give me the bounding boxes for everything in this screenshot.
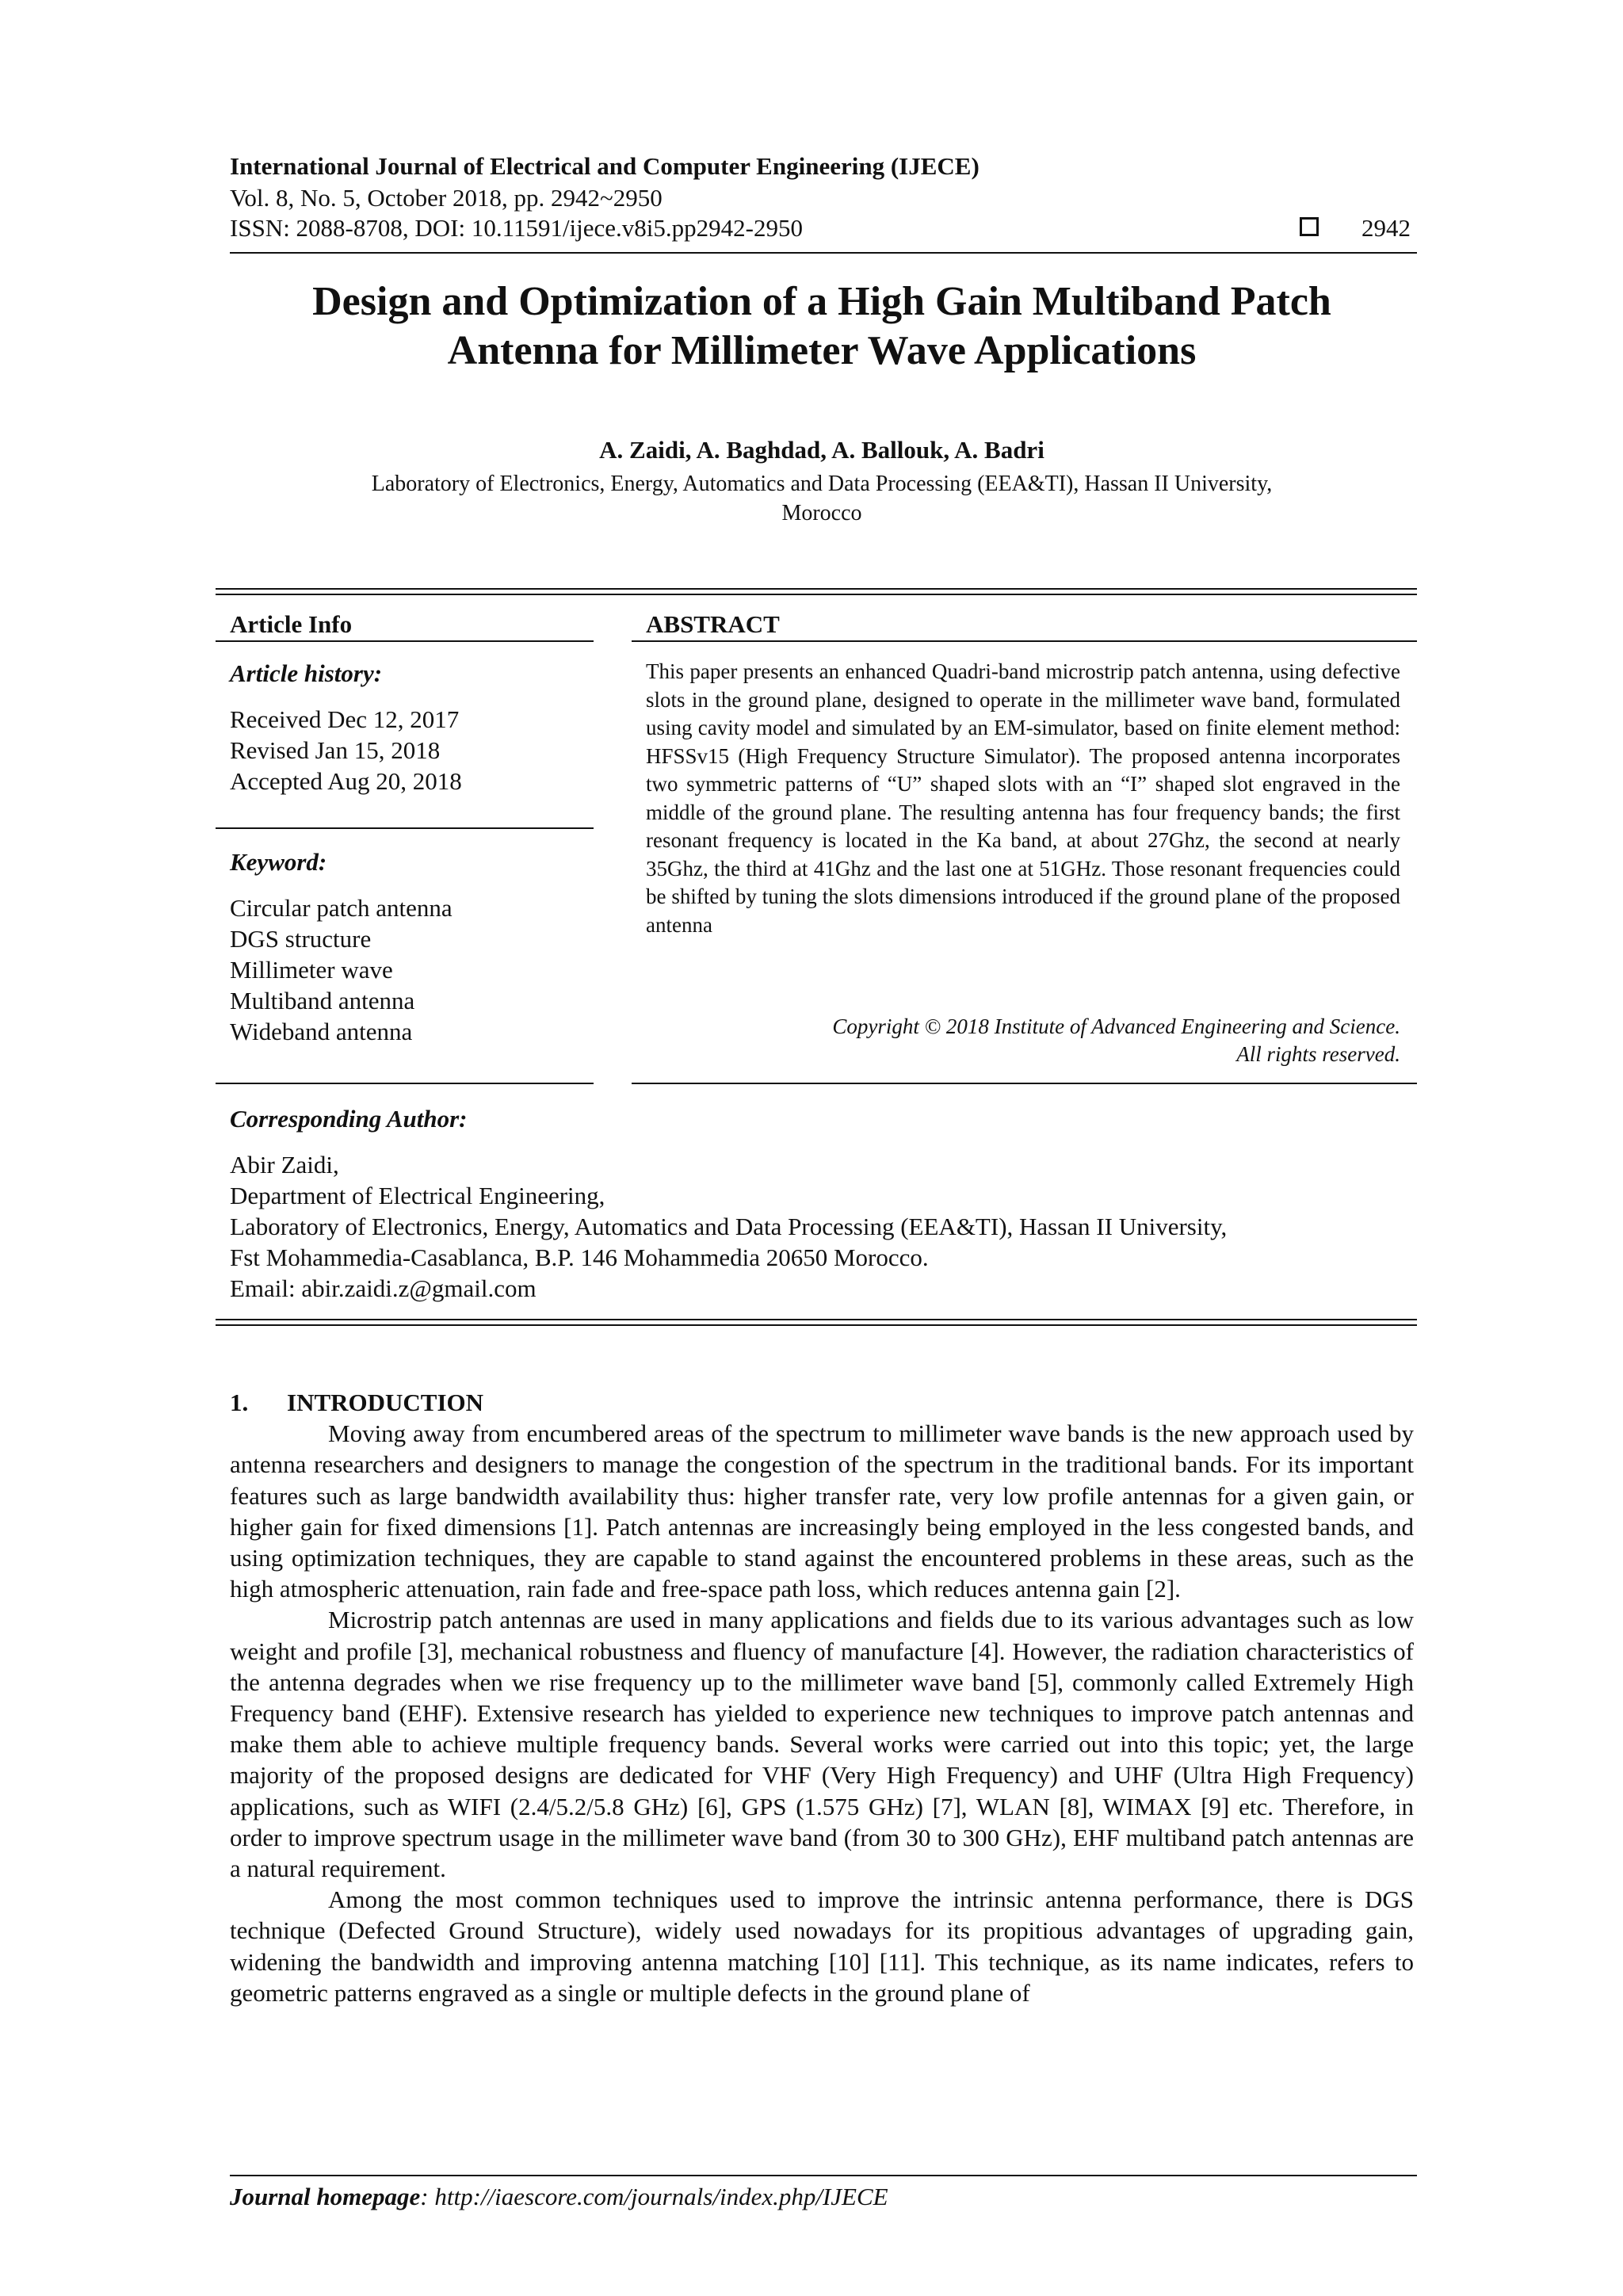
- keyword-list: [230, 892, 453, 1047]
- journal-footer: [230, 2183, 888, 2211]
- article-info-rule: [216, 640, 594, 642]
- abstract-text: This paper presents an enhanced Quadri-band microstrip patch antenna, using defective slots in the ground plane, designed to operate in the millimeter wave band, formulated using cavity model and simulated by an EM-simulator, based on finite element method: HFSSv15 (High Frequency Structure Simulator). The proposed antenna incorporates two symmetric patterns of “U” shaped slots with an “I” shaped slot engraved in the middle of the ground plane. The resulting antenna has four frequency bands; the first resonant frequency is located in the Ka band, at about 27Ghz, the second at nearly 35Ghz, the third at 41Ghz and the last one at 51GHz. Those resonant frequencies could be shifted by tuning the slots dimensions introduced if the ground plane of the proposed antenna: [646, 659, 1400, 937]
- journal-name: International Journal of Electrical and Computer Engineering (IJECE): [230, 152, 980, 180]
- abstract-bottom-rule: [632, 1083, 1417, 1084]
- journal-issn: ISSN: 2088-8708, DOI: 10.11591/ijece.v8i5.pp2942-2950: [230, 214, 803, 242]
- intro-paragraph-3: Among the most common techniques used to improve the intrinsic antenna performance, there is DGS technique (Defected Ground Structure), widely used nowadays for its propitious advantages of upgrading gain, widening the bandwidth and improving antenna matching [10] [11]. This technique, as its name indicates, refers to geometric patterns engraved as a single or multiple defects in the ground plane of: [230, 1885, 1414, 2007]
- corresponding-author-heading: Corresponding Author:: [230, 1105, 468, 1133]
- section-number: 1.: [230, 1389, 249, 1416]
- author-name: Abir Zaidi,: [230, 1151, 339, 1179]
- footer-rule: [230, 2175, 1417, 2176]
- introduction-section: [230, 1387, 1414, 2008]
- affiliation-line-1: Laboratory of Electronics, Energy, Automatics and Data Processing (EEA&TI), Hassan II University,: [371, 472, 1273, 496]
- title-line-1: Design and Optimization of a High Gain Multiband Patch: [312, 279, 1331, 324]
- keyword-item: Wideband antenna: [230, 1018, 413, 1045]
- square-box-icon: [1300, 217, 1319, 236]
- keyword-heading: Keyword:: [230, 848, 327, 876]
- paper-title: [230, 277, 1414, 376]
- copyright: [646, 1013, 1400, 1068]
- author-department: Department of Electrical Engineering,: [230, 1182, 605, 1209]
- authors: A. Zaidi, A. Baghdad, A. Ballouk, A. Badri: [599, 436, 1044, 464]
- abstract-heading: ABSTRACT: [646, 610, 780, 638]
- keyword-item: DGS structure: [230, 925, 372, 953]
- author-email: Email: abir.zaidi.z@gmail.com: [230, 1274, 537, 1302]
- section-title: INTRODUCTION: [287, 1389, 484, 1416]
- corresponding-author-details: [230, 1149, 1227, 1304]
- history-rule: [216, 827, 594, 829]
- abstract-rule: [632, 640, 1417, 642]
- intro-paragraph-2: Microstrip patch antennas are used in many applications and fields due to its various advantages such as low weight and profile [3], mechanical robustness and fluency of manufacture [4]. However, the radiation characteristics of the antenna degrades when we rise frequency up to the millimeter wave band [5], commonly called Extremely High Frequency band (EHF). Extensive research has yielded to experience new techniques to improve patch antennas and make them able to achieve multiple frequency bands. Several works were carried out into this topic; yet, the large majority of the proposed designs are dedicated for VHF (Very High Frequency) and UHF (Ultra High Frequency) applications, such as WIFI (2.4/5.2/5.8 GHz) [6], GPS (1.575 GHz) [7], WLAN [8], WIMAX [9] etc. Therefore, in order to improve spectrum usage in the millimeter wave band (from 30 to 300 GHz), EHF multiband patch antennas are a natural requirement.: [230, 1606, 1414, 1883]
- intro-paragraph-1: Moving away from encumbered areas of the spectrum to millimeter wave bands is the new approach used by antenna researchers and designers to manage the congestion of the spectrum in the traditional bands. For its important features such as large bandwidth availability thus: higher transfer rate, very low profile antennas for a given gain, or higher gain for fixed dimensions [1]. Patch antennas are increasingly being employed in the less congested bands, and using optimization techniques, they are capable to stand against the encountered problems in these areas, such as the high atmospheric attenuation, rain fade and free-space path loss, which reduces antenna gain [2].: [230, 1419, 1414, 1603]
- affiliation: [301, 469, 1342, 528]
- author-laboratory: Laboratory of Electronics, Energy, Automatics and Data Processing (EEA&TI), Hassan II University,: [230, 1213, 1228, 1240]
- keyword-item: Millimeter wave: [230, 956, 393, 984]
- introduction-heading: [230, 1387, 1414, 1418]
- page-number: 2942: [1361, 214, 1411, 242]
- copyright-line-2: All rights reserved.: [1236, 1042, 1400, 1066]
- header-rule: [230, 252, 1417, 254]
- keyword-item: Circular patch antenna: [230, 894, 453, 922]
- accepted-date: Accepted Aug 20, 2018: [230, 767, 462, 795]
- journal-homepage-link[interactable]: : http://iaescore.com/journals/index.php/IJECE: [420, 2183, 888, 2210]
- copyright-line-1: Copyright © 2018 Institute of Advanced Engineering and Science.: [832, 1014, 1400, 1038]
- revised-date: Revised Jan 15, 2018: [230, 736, 441, 764]
- article-history-heading: Article history:: [230, 659, 383, 687]
- info-box-top-rule-2: [216, 594, 1417, 595]
- article-info-heading: Article Info: [230, 610, 353, 638]
- footer-label: Journal homepage: [230, 2183, 421, 2210]
- author-address: Fst Mohammedia-Casablanca, B.P. 146 Mohammedia 20650 Morocco.: [230, 1244, 929, 1271]
- affiliation-line-2: Morocco: [781, 501, 862, 525]
- info-box-top-rule: [216, 588, 1417, 590]
- keyword-item: Multiband antenna: [230, 987, 415, 1014]
- received-date: Received Dec 12, 2017: [230, 705, 460, 733]
- article-history: [230, 704, 462, 797]
- journal-volume: Vol. 8, No. 5, October 2018, pp. 2942~2950: [230, 184, 663, 212]
- info-box-bottom-rule: [216, 1319, 1417, 1320]
- info-box-bottom-rule-2: [216, 1324, 1417, 1326]
- keyword-rule: [216, 1083, 594, 1084]
- title-line-2: Antenna for Millimeter Wave Applications: [447, 328, 1197, 373]
